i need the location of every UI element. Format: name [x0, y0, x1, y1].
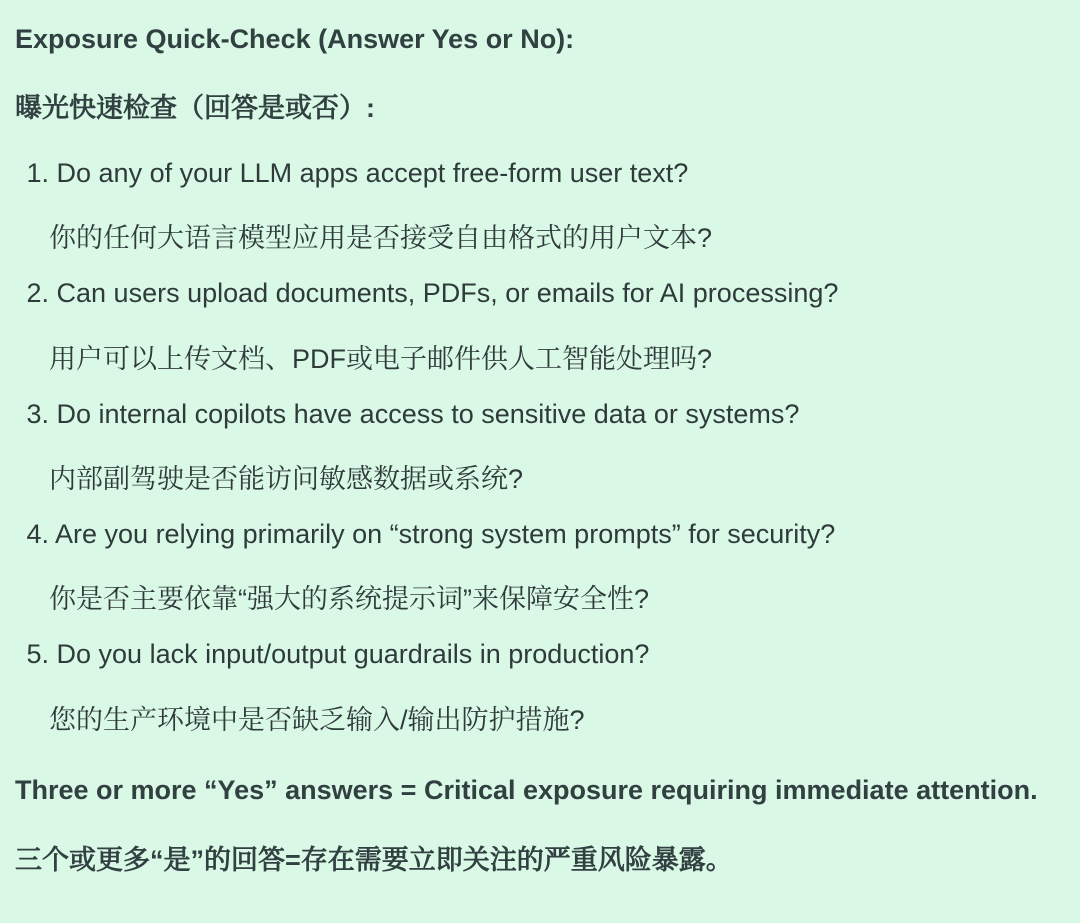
question-3-chinese: 内部副驾驶是否能访问敏感数据或系统?	[49, 464, 524, 494]
question-2-english	[15, 278, 838, 309]
question-4-chinese: 你是否主要依靠“强大的系统提示词”来保障安全性?	[49, 584, 649, 614]
question-5-chinese: 您的生产环境中是否缺乏输入/输出防护措施?	[49, 705, 585, 735]
heading-english: Exposure Quick-Check (Answer Yes or No):	[15, 24, 575, 54]
question-2-number: 2.	[26, 278, 49, 308]
question-4-english	[15, 519, 835, 550]
question-4-text: Are you relying primarily on “strong system prompts” for security?	[55, 519, 836, 549]
question-1-text: Do any of your LLM apps accept free-form user text?	[56, 158, 689, 188]
question-3-english	[15, 399, 799, 430]
question-1-chinese: 你的任何大语言模型应用是否接受自由格式的用户文本?	[49, 223, 713, 253]
question-2-text: Can users upload documents, PDFs, or emails for AI processing?	[56, 278, 839, 308]
question-2-chinese: 用户可以上传文档、PDF或电子邮件供人工智能处理吗?	[49, 344, 713, 374]
question-1-number: 1.	[26, 158, 49, 188]
question-4-number: 4.	[26, 519, 49, 549]
question-3-number: 3.	[26, 399, 49, 429]
question-5-number: 5.	[26, 639, 49, 669]
question-3-text: Do internal copilots have access to sensitive data or systems?	[56, 399, 800, 429]
question-5-english	[15, 639, 649, 670]
question-1-english	[15, 158, 688, 189]
conclusion-english: Three or more “Yes” answers = Critical exposure requiring immediate attention.	[15, 775, 1038, 805]
heading-chinese: 曝光快速检查（回答是或否）:	[15, 93, 375, 123]
question-5-text: Do you lack input/output guardrails in production?	[56, 639, 650, 669]
conclusion-chinese: 三个或更多“是”的回答=存在需要立即关注的严重风险暴露。	[15, 845, 733, 875]
